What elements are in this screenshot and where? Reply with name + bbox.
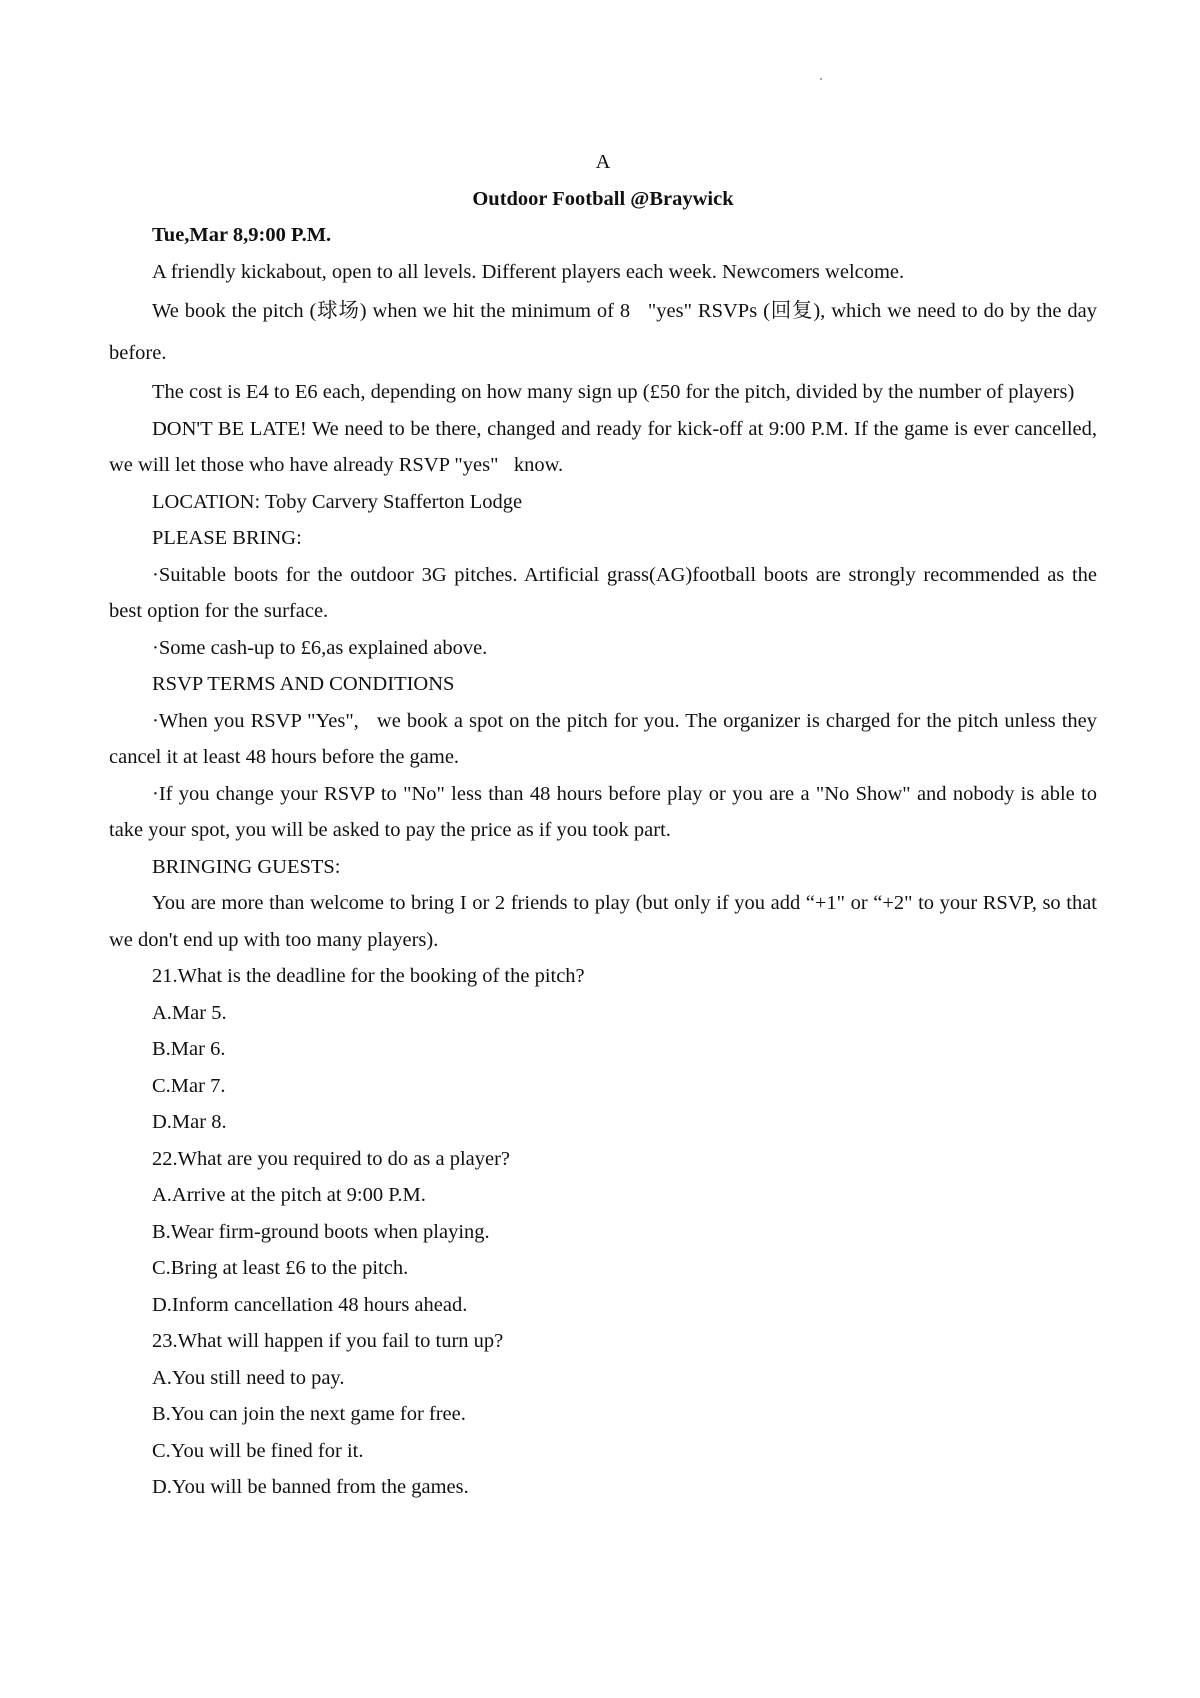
question-stem: 23.What will happen if you fail to turn up? (152, 1330, 504, 1352)
answer-option-a: A.Mar 5. (152, 1001, 227, 1024)
answer-option-b: B.You can join the next game for free. (152, 1403, 466, 1425)
answer-option-c: C.You will be fined for it. (152, 1439, 364, 1462)
answer-option-d: D.You will be banned from the games. (152, 1476, 469, 1498)
answer-option-d: D.Inform cancellation 48 hours ahead. (152, 1293, 468, 1316)
terms-heading: RSVP TERMS AND CONDITIONS (152, 673, 455, 695)
question-stem: 22.What are you required to do as a player? (152, 1147, 511, 1170)
question-23 (109, 1323, 1097, 1506)
event-late-notice: DON'T BE LATE! We need to be there, changed and ready for kick-off at 9:00 P.M. If the game is ever cancelled, we will let those who have already RSVP "yes" know. (109, 417, 1097, 476)
answer-option-b: B.Mar 6. (152, 1038, 226, 1060)
terms-item: ·If you change your RSVP to "No" less than 48 hours before play or you are a "No Show" and nobody is able to take your spot, you will be asked to pay the price as if you took part. (109, 782, 1097, 841)
question-22 (109, 1141, 1097, 1324)
passage-content (109, 144, 1097, 1506)
event-location: LOCATION: Toby Carvery Stafferton Lodge (152, 490, 523, 513)
event-date-time: Tue,Mar 8,9:00 P.M. (152, 224, 332, 246)
bring-item: ·Some cash-up to £6,as explained above. (152, 636, 488, 659)
guests-heading: BRINGING GUESTS: (152, 855, 341, 878)
answer-option-d: D.Mar 8. (152, 1111, 227, 1133)
guests-text: You are more than welcome to bring I or 2 friends to play (but only if you add “+1" or “+2" to your RSVP, so that we don't end up with too many players). (109, 892, 1097, 951)
section-letter: A (595, 151, 611, 173)
answer-option-a: A.You still need to pay. (152, 1366, 345, 1389)
answer-option-c: C.Bring at least £6 to the pitch. (152, 1257, 409, 1279)
question-stem: 21.What is the deadline for the booking of the pitch? (152, 965, 585, 987)
passage-title: Outdoor Football @Braywick (472, 187, 734, 210)
event-booking: We book the pitch (球场) when we hit the minimum of 8 "yes" RSVPs (回复), which we need to do by the day before. (109, 300, 1097, 364)
bring-heading: PLEASE BRING: (152, 527, 302, 549)
answer-option-c: C.Mar 7. (152, 1074, 226, 1097)
terms-item: ·When you RSVP "Yes", we book a spot on the pitch for you. The organizer is charged for the pitch unless they cancel it at least 48 hours before the game. (109, 709, 1097, 768)
answer-option-b: B.Wear firm-ground boots when playing. (152, 1220, 490, 1243)
event-cost: The cost is E4 to E6 each, depending on how many sign up (£50 for the pitch, divided by the number of players) (152, 381, 1075, 403)
bring-item: ·Suitable boots for the outdoor 3G pitches. Artificial grass(AG)football boots are strongly recommended as the best option for the surface. (109, 563, 1097, 622)
event-intro: A friendly kickabout, open to all levels. Different players each week. Newcomers welcome. (152, 260, 905, 283)
scan-speck (820, 78, 822, 80)
answer-option-a: A.Arrive at the pitch at 9:00 P.M. (152, 1184, 426, 1206)
question-21 (109, 958, 1097, 1141)
